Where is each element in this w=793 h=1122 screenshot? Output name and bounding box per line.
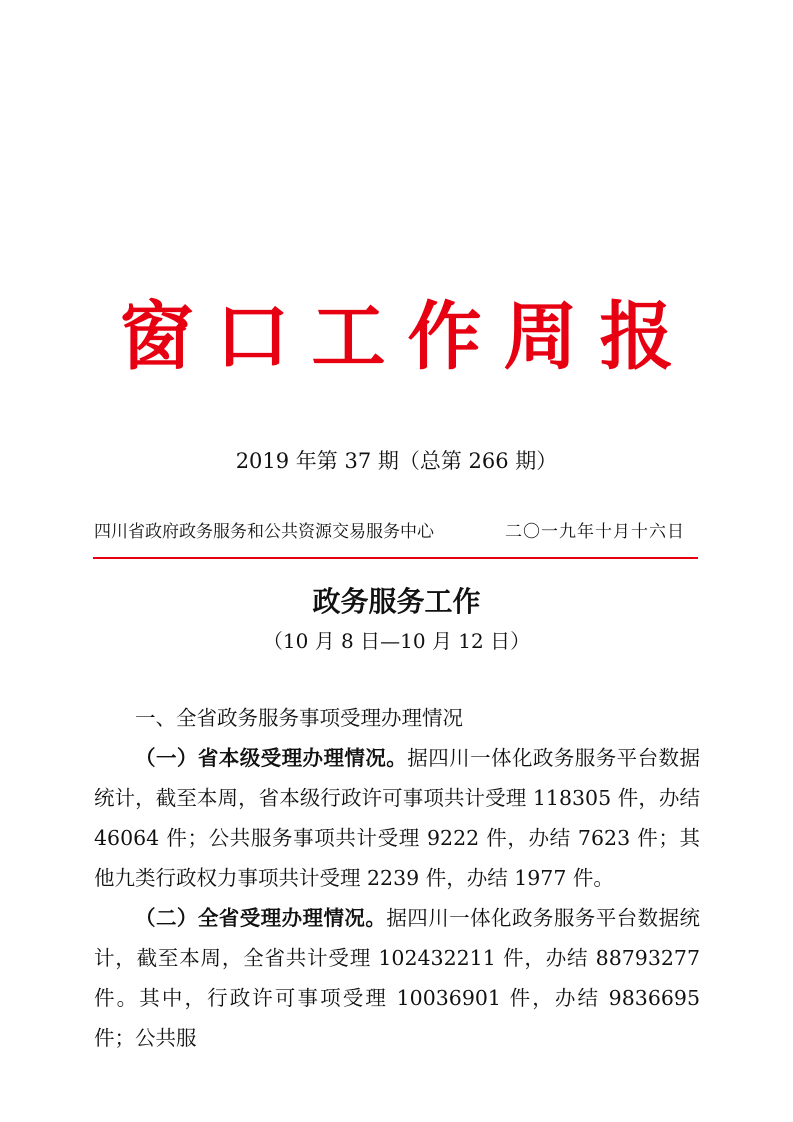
paragraph-text: 据四川一体化政务服务平台数据统计，截至本周，省本级行政许可事项共计受理 118305 件，办结 46064 件；公共服务事项共计受理 9222 件，办结 7623 件；其他九类行政权力事项共计受理 2239 件，办结 1977 件。 (94, 746, 700, 890)
section-heading: 一、全省政务服务事项受理办理情况 (135, 706, 463, 730)
section-title: 政务服务工作 (312, 585, 481, 618)
masthead-title: 窗口工作周报 (119, 294, 696, 380)
issuer-name: 四川省政府政务服务和公共资源交易服务中心 (94, 522, 434, 542)
paragraph-provincial (94, 738, 700, 898)
body-text (94, 698, 700, 1058)
red-divider-line (93, 557, 698, 559)
date-range: （10 月 8 日—10 月 12 日） (262, 629, 531, 653)
paragraph-statewide (94, 898, 700, 1058)
issue-number: 2019 年第 37 期（总第 266 期） (235, 449, 558, 473)
paragraph-lead: （一）省本级受理办理情况。 (135, 746, 408, 770)
paragraph-text: 据四川一体化政务服务平台数据统计，截至本周，全省共计受理 102432211 件，办结 88793277 件。其中，行政许可事项受理 10036901 件，办结 9836695 件；公共服 (94, 906, 701, 1050)
issue-date: 二〇一九年十月十六日 (505, 522, 685, 542)
paragraph-lead: （二）全省受理办理情况。 (135, 906, 387, 930)
